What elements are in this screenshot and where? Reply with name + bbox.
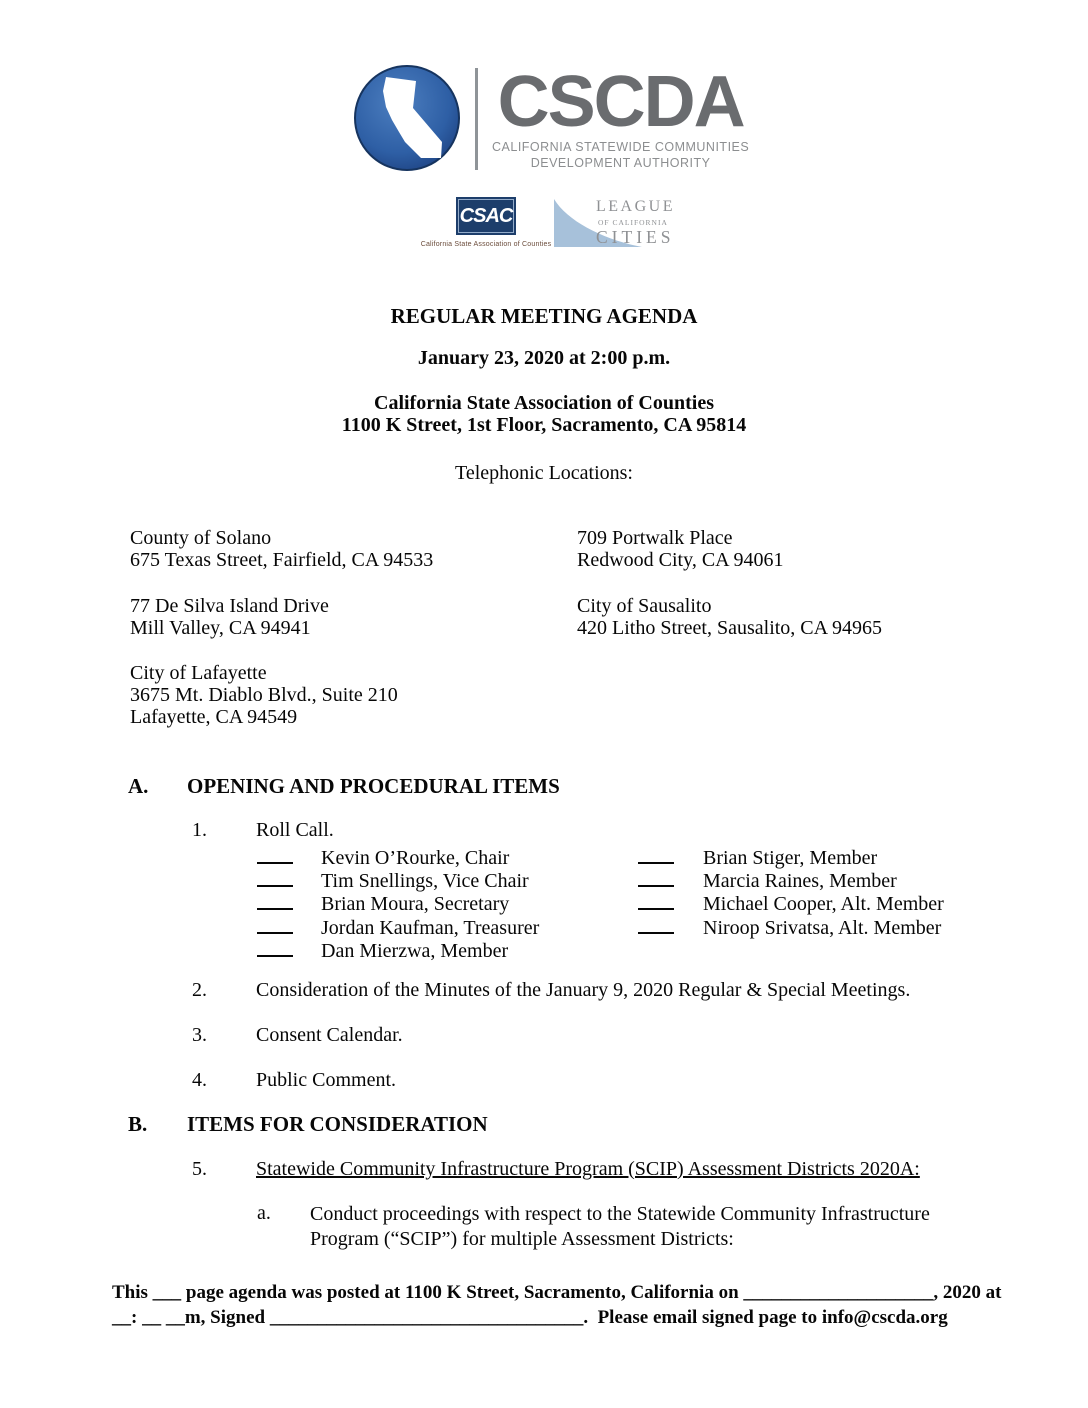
league-wordmark-line1: LEAGUE <box>596 198 675 215</box>
rollcall-left-column <box>257 845 539 961</box>
section-b-letter: B. <box>128 1112 148 1136</box>
location-line: Redwood City, CA 94061 <box>577 549 784 571</box>
league-logo <box>552 196 684 252</box>
league-wordmark-line2: OF CALIFORNIA <box>598 218 668 227</box>
rollcall-blank-line <box>257 845 293 864</box>
rollcall-blank-line <box>638 891 674 910</box>
location-group-solano <box>130 527 433 571</box>
cscda-subtitle-line2: DEVELOPMENT AUTHORITY <box>530 156 711 170</box>
item-1-text: Roll Call. <box>256 819 334 841</box>
location-line: 675 Texas Street, Fairfield, CA 94533 <box>130 549 434 571</box>
item-5a-line2: Program (“SCIP”) for multiple Assessment Districts: <box>310 1228 734 1250</box>
rollcall-row <box>257 868 539 891</box>
location-line: City of Sausalito <box>577 595 712 617</box>
location-group-mill-valley <box>130 595 329 639</box>
csac-wordmark: CSAC <box>459 204 513 227</box>
cscda-wordmark: CSCDA <box>497 62 744 142</box>
item-5a-text <box>310 1202 970 1252</box>
location-line: 77 De Silva Island Drive <box>130 595 329 617</box>
item-2-number: 2. <box>192 979 207 1001</box>
rollcall-row <box>257 915 539 938</box>
league-wordmark-line3: CITIES <box>596 227 675 247</box>
rollcall-name: Marcia Raines, Member <box>703 870 897 893</box>
location-line: 3675 Mt. Diablo Blvd., Suite 210 <box>130 684 398 706</box>
rollcall-name: Brian Stiger, Member <box>703 847 878 869</box>
rollcall-row <box>638 845 944 868</box>
rollcall-row <box>638 868 944 891</box>
item-5-text: Statewide Community Infrastructure Program (SCIP) Assessment Districts 2020A: <box>256 1158 920 1180</box>
rollcall-row <box>257 845 539 868</box>
rollcall-name: Tim Snellings, Vice Chair <box>321 870 529 893</box>
rollcall-name: Jordan Kaufman, Treasurer <box>321 916 540 939</box>
rollcall-row <box>257 938 539 961</box>
item-4-number: 4. <box>192 1069 207 1091</box>
rollcall-name: Kevin O’Rourke, Chair <box>321 847 510 869</box>
location-line: 420 Litho Street, Sausalito, CA 94965 <box>577 617 882 639</box>
rollcall-blank-line <box>638 845 674 864</box>
rollcall-blank-line <box>257 891 293 910</box>
rollcall-row <box>638 891 944 914</box>
rollcall-row <box>257 891 539 914</box>
posting-certification-footer <box>112 1281 1001 1330</box>
item-2-text: Consideration of the Minutes of the January 9, 2020 Regular & Special Meetings. <box>256 979 911 1001</box>
rollcall-blank-line <box>257 868 293 887</box>
item-3-text: Consent Calendar. <box>256 1024 403 1046</box>
location-line: County of Solano <box>130 527 272 549</box>
venue-address: 1100 K Street, 1st Floor, Sacramento, CA 95814 <box>341 414 747 436</box>
cscda-logo <box>352 63 749 173</box>
rollcall-name: Niroop Srivatsa, Alt. Member <box>703 916 942 939</box>
rollcall-name: Michael Cooper, Alt. Member <box>703 893 944 916</box>
rollcall-blank-line <box>257 915 293 934</box>
footer-line2: __: __ __m, Signed _________________________________. Please email signed page to info@cscda.org <box>112 1306 948 1328</box>
rollcall-right-column <box>638 845 944 938</box>
location-line: City of Lafayette <box>130 662 267 684</box>
location-group-redwood-city <box>577 527 784 571</box>
item-5-number: 5. <box>192 1158 207 1180</box>
rollcall-blank-line <box>638 868 674 887</box>
item-1-number: 1. <box>192 819 207 841</box>
venue-name: California State Association of Counties <box>374 392 714 414</box>
rollcall-blank-line <box>638 915 674 934</box>
csac-tagline: California State Association of Counties <box>420 241 552 248</box>
meeting-datetime: January 23, 2020 at 2:00 p.m. <box>417 347 671 369</box>
rollcall-blank-line <box>257 938 293 957</box>
california-globe-icon <box>352 63 462 173</box>
section-b-title: ITEMS FOR CONSIDERATION <box>187 1112 488 1136</box>
cscda-subtitle-line1: CALIFORNIA STATEWIDE COMMUNITIES <box>492 140 750 154</box>
telephonic-locations-label: Telephonic Locations: <box>455 462 633 484</box>
item-5a-letter: a. <box>257 1202 271 1224</box>
item-3-number: 3. <box>192 1024 207 1046</box>
location-group-lafayette <box>130 662 398 728</box>
csac-square-icon <box>456 197 516 235</box>
rollcall-name: Brian Moura, Secretary <box>321 893 510 916</box>
csac-logo <box>412 197 560 248</box>
section-a-title: OPENING AND PROCEDURAL ITEMS <box>187 774 560 798</box>
rollcall-name: Dan Mierzwa, Member <box>321 939 509 962</box>
item-4-text: Public Comment. <box>256 1069 396 1091</box>
location-line: Lafayette, CA 94549 <box>130 706 298 728</box>
rollcall-row <box>638 915 944 938</box>
section-a-letter: A. <box>128 774 149 798</box>
location-group-sausalito <box>577 595 882 639</box>
footer-line1: This ___ page agenda was posted at 1100 K Street, Sacramento, California on ____________________, 2020 at <box>112 1282 1002 1303</box>
meeting-title: REGULAR MEETING AGENDA <box>390 304 698 328</box>
location-line: Mill Valley, CA 94941 <box>130 617 311 639</box>
location-line: 709 Portwalk Place <box>577 527 733 549</box>
item-5a-line1: Conduct proceedings with respect to the Statewide Community Infrastructure <box>310 1203 930 1225</box>
logo-divider <box>475 68 478 170</box>
